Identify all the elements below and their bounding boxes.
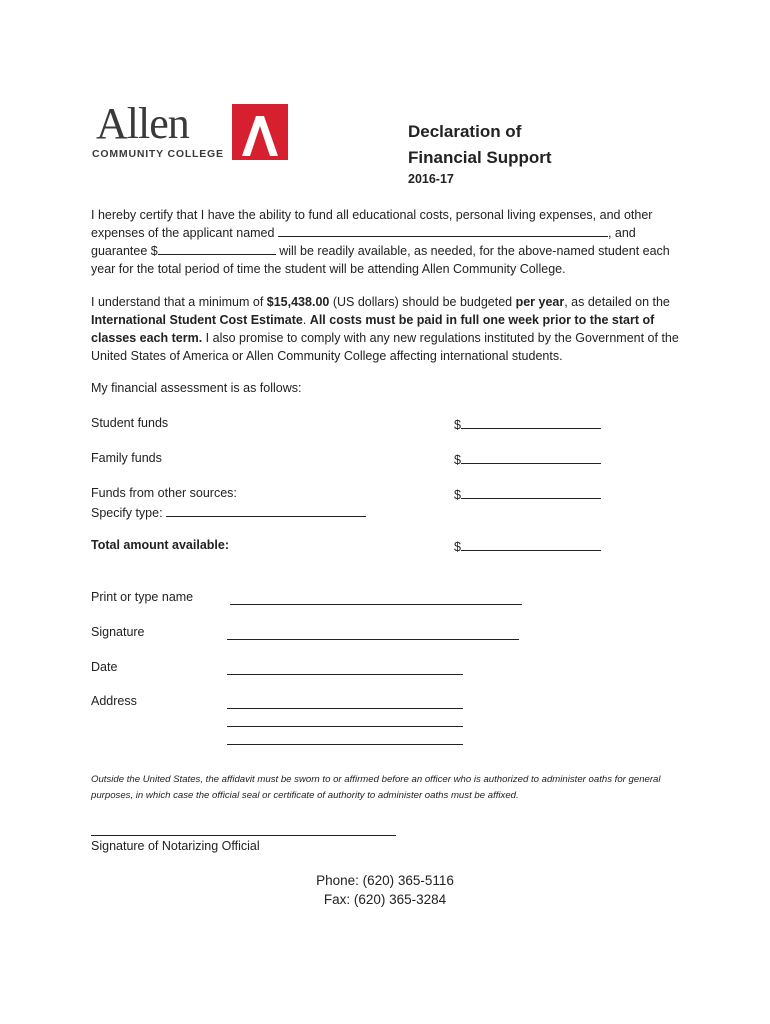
dollar-sign: $ <box>454 418 461 432</box>
other-sources-field[interactable] <box>454 486 601 502</box>
budget-paragraph <box>91 293 691 365</box>
affidavit-note: Outside the United States, the affidavit must be sworn to or affirmed before an officer who is authorized to administer oaths for general purposes, in which case the official seal or certificate of authority to administer oaths must be affixed. <box>91 774 661 801</box>
specify-type-field[interactable] <box>166 504 366 517</box>
title-line-1: Declaration of <box>408 122 522 141</box>
family-funds-field[interactable] <box>454 451 601 467</box>
cert-text-a: I hereby certify that I have the ability to fund all educational costs, personal living expenses, and other expenses of the applicant named <box>91 208 653 240</box>
academic-year: 2016-17 <box>408 172 454 186</box>
other-sources-label: Funds from other sources: <box>91 486 237 500</box>
address-field-line-2[interactable] <box>227 725 463 727</box>
applicant-name-field[interactable] <box>278 224 608 237</box>
assessment-intro: My financial assessment is as follows: <box>91 381 302 395</box>
student-funds-label: Student funds <box>91 416 169 430</box>
family-funds-label: Family funds <box>91 451 162 465</box>
student-funds-field[interactable] <box>454 416 601 432</box>
phone-number: Phone: (620) 365-5116 <box>316 873 454 888</box>
title-line-2: Financial Support <box>408 148 552 167</box>
per-year-emphasis: per year <box>515 295 565 309</box>
cert-text-b: , and <box>607 226 636 240</box>
total-amount-field[interactable] <box>454 538 601 554</box>
fax-number: Fax: (620) 365-3284 <box>323 892 447 907</box>
budget-text-a: I understand that a minimum of <box>91 295 267 309</box>
minimum-amount: $15,438.00 <box>266 295 330 309</box>
address-field-line-3[interactable] <box>227 743 463 745</box>
print-name-label: Print or type name <box>91 590 194 604</box>
address-field-line-1[interactable] <box>227 707 463 709</box>
payment-deadline-notice: All costs must be paid in full one week prior to the start of classes each term. <box>91 313 655 345</box>
signature-field[interactable] <box>227 638 519 640</box>
guarantee-amount-field[interactable] <box>158 242 276 255</box>
notary-signature-field[interactable] <box>91 834 396 836</box>
total-amount-label: Total amount available: <box>91 538 229 552</box>
college-logo-mark-icon <box>232 104 288 160</box>
date-field[interactable] <box>227 673 463 675</box>
budget-text-c: , as detailed on the <box>564 295 670 309</box>
budget-text-b: (US dollars) should be budgeted <box>329 295 516 309</box>
dollar-sign: $ <box>454 488 461 502</box>
dollar-sign: $ <box>454 453 461 467</box>
budget-text-d: . <box>302 313 310 327</box>
notary-signature-label: Signature of Notarizing Official <box>91 839 260 853</box>
document-title <box>408 119 552 171</box>
college-logo-subtitle: COMMUNITY COLLEGE <box>92 148 224 160</box>
specify-type-label: Specify type: <box>91 506 163 520</box>
signature-label: Signature <box>91 625 145 639</box>
print-name-field[interactable] <box>230 603 522 605</box>
address-label: Address <box>91 694 137 708</box>
cost-estimate-reference: International Student Cost Estimate <box>91 313 303 327</box>
certification-paragraph <box>91 206 681 278</box>
college-logo-wordmark: Allen <box>96 99 189 148</box>
specify-type-row <box>91 504 366 520</box>
date-label: Date <box>91 660 118 674</box>
cert-text-c: guarantee $ <box>91 244 158 258</box>
cert-text-d: will be readily available, as needed, for the above-named student each year for the total period of time the student will be attending Allen Community College. <box>91 244 670 276</box>
dollar-sign: $ <box>454 540 461 554</box>
budget-text-e: I also promise to comply with any new regulations instituted by the Government of the United States of America or Allen Community College affecting international students. <box>91 331 679 363</box>
